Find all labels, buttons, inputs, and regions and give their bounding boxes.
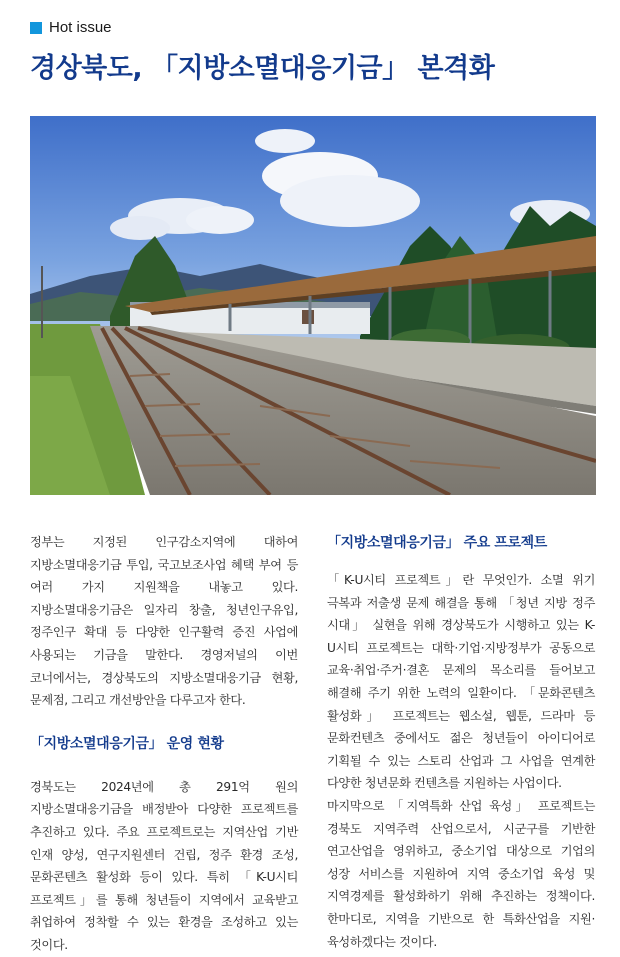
projects-paragraph-2: 마지막으로 「지역특화 산업 육성」 프로젝트는 경북도 지역주력 산업으로서, 시군구를 기반한 연고산업을 영위하고, 중소기업 대상으로 기업의 성장 서비스를 지원하여 지역 중소기업 육성 및 지역경제를 활성화하기 위해 추진하는 정책이다. 한마디로, 지역을 기반으로 한 특화산업을 지원·육성하겠다는 것이다. [327, 798, 595, 949]
section-heading-projects: 「지방소멸대응기금」 주요 프로젝트 [327, 535, 547, 551]
railway-station-photo [30, 116, 596, 495]
right-column [327, 531, 595, 953]
square-bullet-icon [30, 22, 42, 34]
article-title: 경상북도, 「지방소멸대응기금」 본격화 [30, 53, 495, 84]
left-column [30, 531, 298, 957]
section-heading-status: 「지방소멸대응기금」 운영 현황 [30, 735, 224, 752]
projects-paragraph-1: 「K-U시티 프로젝트」란 무엇인가. 소멸 위기 극복과 저출생 문제 해결을 통해 「청년 지방 정주 시대」 실현을 위해 경상북도가 시행하고 있는 K-U시티 프로젝트는 대학·기업·지방정부가 공동으로 교육·취업·주거·결혼 문제의 목소리를 들어보고 해결해 주기 위한 노력의 일환이다. 「문화콘텐츠 활성화」 프로젝트는 웹소설, 웹툰, 드라마 등 문화컨텐츠 중에서도 젊은 청년들이 아이디어로 기획될 수 있는 스토리 산업과 그 사업을 연계한 다양한 청년문화 컨텐츠를 지원하는 사업이다. [327, 573, 595, 791]
section-tag-label: Hot issue [49, 19, 112, 36]
status-paragraph: 경북도는 2024년에 총 291억 원의 지방소멸대응기금을 배정받아 다양한 프로젝트를 추진하고 있다. 주요 프로젝트로는 지역산업 기반 인재 양성, 연구지원센터 건립, 정주 환경 조성, 문화콘텐츠 활성화 등이 있다. 특히 「K-U시티 프로젝트」를 통해 청년들이 지역에서 교육받고 취업하여 정착할 수 있는 환경을 조성하고 있는 것이다. [30, 779, 298, 952]
section-tag [30, 19, 112, 36]
intro-paragraph: 정부는 지정된 인구감소지역에 대하여 지방소멸대응기금 투입, 국고보조사업 혜택 부여 등 여러 가지 지원책을 내놓고 있다. 지방소멸대응기금은 일자리 창출, 청년인구유입, 정주인구 확대 등 다양한 인구활력 증진 사업에 사용되는 기금을 말한다. 경영저널의 이번 코너에서는, 경상북도의 지방소멸대응기금 현황, 문제점, 그리고 개선방안을 다루고자 한다. [30, 535, 298, 708]
